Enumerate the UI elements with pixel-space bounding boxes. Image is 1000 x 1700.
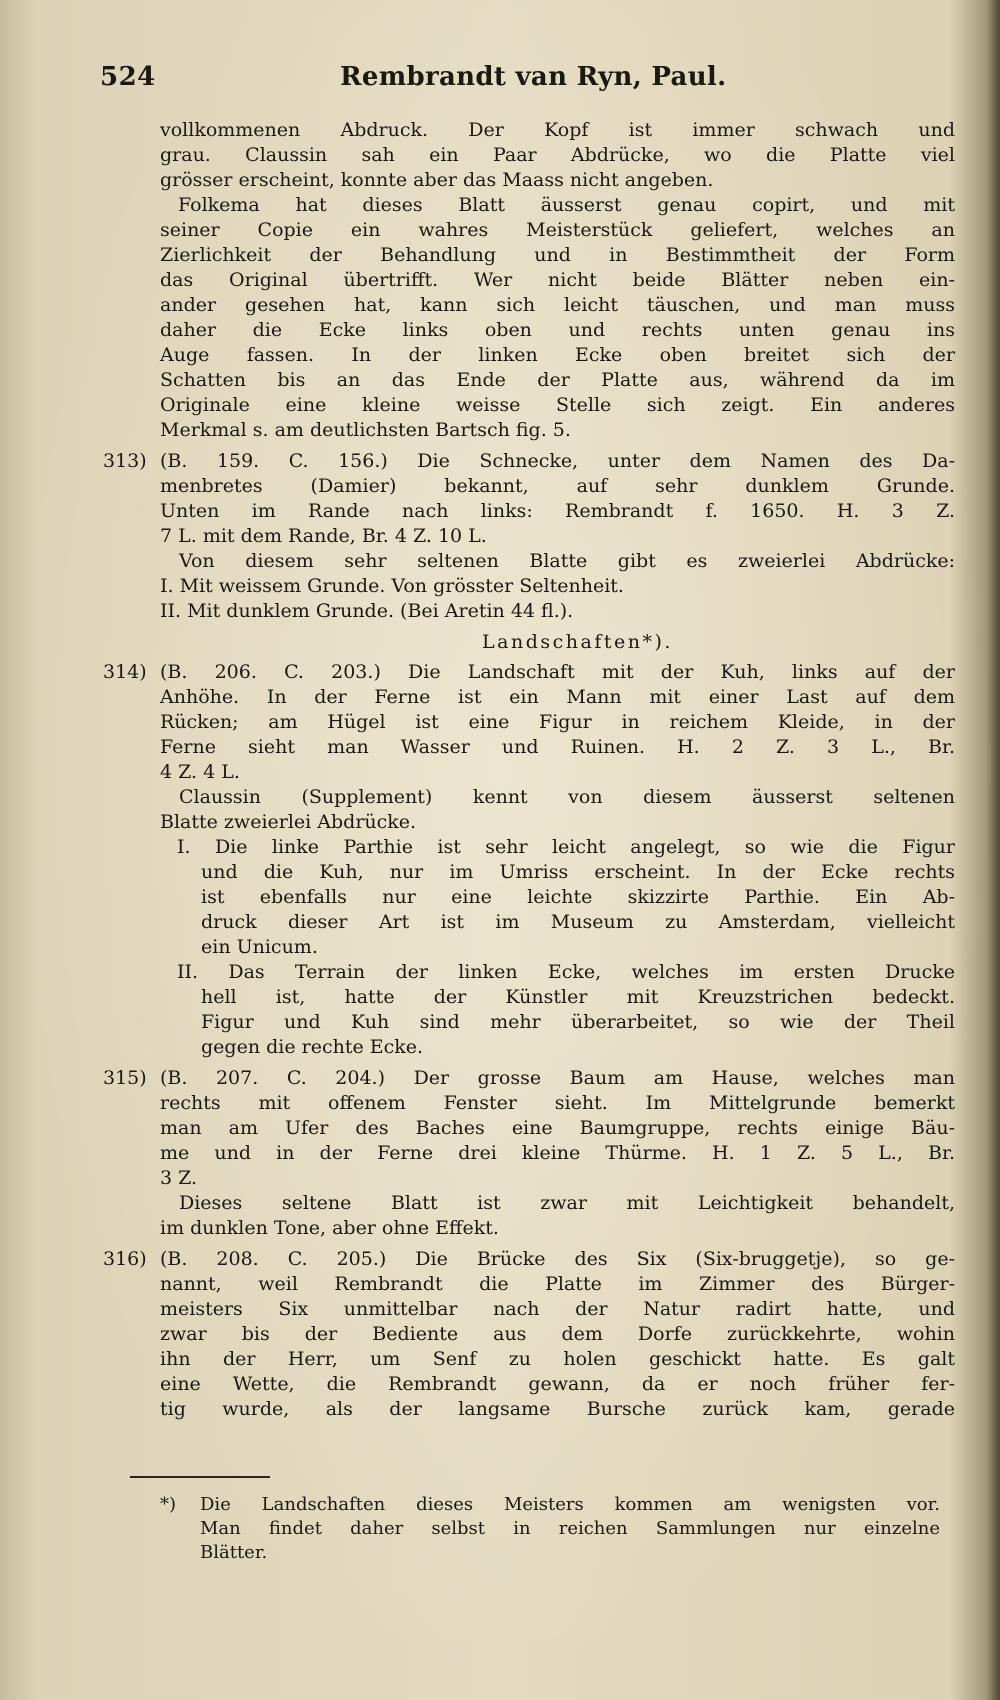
entry-line: und die Kuh, nur im Umriss erscheint. In der Ecke rechts (201, 861, 955, 883)
footnote-line: Die Landschaften dieses Meisters kommen am wenigsten vor. (200, 1494, 940, 1515)
entry-line: ist ebenfalls nur eine leichte skizzirte Parthie. Ein Ab- (201, 886, 955, 908)
entry-line: Unten im Rande nach links: Rembrandt f. 1650. H. 3 Z. (160, 500, 955, 522)
entry-line: nannt, weil Rembrandt die Platte im Zimmer des Bürger- (160, 1273, 955, 1295)
footnote-line: Blätter. (200, 1542, 268, 1563)
entry-line: Dieses seltene Blatt ist zwar mit Leichtigkeit behandelt, (179, 1192, 955, 1214)
entry-number: 316) (103, 1248, 147, 1270)
text-line: Folkema hat dieses Blatt äusserst genau copirt, und mit (178, 194, 955, 216)
entry-line: Von diesem sehr seltenen Blatte gibt es zweierlei Abdrücke: (179, 550, 955, 572)
entry-line: 7 L. mit dem Rande, Br. 4 Z. 10 L. (160, 525, 487, 547)
text-line: Schatten bis an das Ende der Platte aus, während da im (160, 369, 955, 391)
entry-line: Blatte zweierlei Abdrücke. (160, 811, 417, 833)
entry-line: menbretes (Damier) bekannt, auf sehr dunklem Grunde. (160, 475, 955, 497)
text-line: Zierlichkeit der Behandlung und in Bestimmtheit der Form (160, 244, 955, 266)
entry-line: man am Ufer des Baches eine Baumgruppe, rechts einige Bäu- (160, 1117, 955, 1139)
text-line: Merkmal s. am deutlichsten Bartsch fig. 5. (160, 419, 571, 441)
entry-line: (B. 207. C. 204.) Der grosse Baum am Hause, welches man (160, 1067, 955, 1089)
text-line: daher die Ecke links oben und rechts unten genau ins (160, 319, 955, 341)
text-line: grösser erscheint, konnte aber das Maass nicht angeben. (160, 169, 714, 191)
entry-line: II. Das Terrain der linken Ecke, welches im ersten Drucke (177, 961, 955, 983)
text-line: vollkommenen Abdruck. Der Kopf ist immer schwach und (160, 119, 955, 141)
entry-line: me und in der Ferne drei kleine Thürme. H. 1 Z. 5 L., Br. (160, 1142, 955, 1164)
entry-line: meisters Six unmittelbar nach der Natur radirt hatte, und (160, 1298, 955, 1320)
text-line: seiner Copie ein wahres Meisterstück geliefert, welches an (160, 219, 955, 241)
footnote (160, 1493, 940, 1565)
catalogue-entry-314 (103, 660, 955, 1060)
text-line: ander gesehen hat, kann sich leicht täuschen, und man muss (160, 294, 955, 316)
text-line: Originale eine kleine weisse Stelle sich zeigt. Ein anderes (160, 394, 955, 416)
catalogue-entry-315 (103, 1066, 955, 1241)
entry-line: Anhöhe. In der Ferne ist ein Mann mit einer Last auf dem (160, 686, 955, 708)
main-text (103, 118, 955, 1422)
entry-line: (B. 206. C. 203.) Die Landschaft mit der Kuh, links auf der (160, 661, 955, 683)
footnote-marker: *) (160, 1494, 177, 1515)
entry-line: (B. 159. C. 156.) Die Schnecke, unter dem Namen des Da- (160, 450, 955, 472)
text-line: grau. Claussin sah ein Paar Abdrücke, wo die Platte viel (160, 144, 955, 166)
section-heading: Landschaften*). (482, 631, 673, 653)
text-line: Auge fassen. In der linken Ecke oben breitet sich der (160, 344, 955, 366)
entry-line: hell ist, hatte der Künstler mit Kreuzstrichen bedeckt. (201, 986, 955, 1008)
entry-line: rechts mit offenem Fenster sieht. Im Mittelgrunde bemerkt (160, 1092, 955, 1114)
entry-line: Rücken; am Hügel ist eine Figur in reichem Kleide, in der (160, 711, 955, 733)
entry-line: 3 Z. (160, 1167, 198, 1189)
entry-number: 315) (103, 1067, 147, 1089)
entry-number: 314) (103, 661, 147, 683)
entry-line: I. Die linke Parthie ist sehr leicht angelegt, so wie die Figur (177, 836, 955, 858)
page-number: 524 (100, 62, 156, 92)
entry-line: II. Mit dunklem Grunde. (Bei Aretin 44 fl.). (160, 600, 574, 622)
entry-line: zwar bis der Bediente aus dem Dorfe zurückkehrte, wohin (160, 1323, 955, 1345)
footnote-rule (130, 1476, 270, 1478)
entry-line: Claussin (Supplement) kennt von diesem äusserst seltenen (179, 786, 955, 808)
footnote-line: Man findet daher selbst in reichen Sammlungen nur einzelne (200, 1518, 940, 1539)
running-title: Rembrandt van Ryn, Paul. (340, 62, 727, 92)
text-line: das Original übertrifft. Wer nicht beide Blätter neben ein- (160, 269, 955, 291)
entry-line: I. Mit weissem Grunde. Von grösster Seltenheit. (160, 575, 624, 597)
entry-line: (B. 208. C. 205.) Die Brücke des Six (Six-bruggetje), so ge- (160, 1248, 955, 1270)
entry-line: tig wurde, als der langsame Bursche zurück kam, gerade (160, 1398, 955, 1420)
entry-line: druck dieser Art ist im Museum zu Amsterdam, vielleicht (201, 911, 955, 933)
entry-line: ihn der Herr, um Senf zu holen geschickt hatte. Es galt (160, 1348, 955, 1370)
entry-line: Ferne sieht man Wasser und Ruinen. H. 2 Z. 3 L., Br. (160, 736, 955, 758)
entry-line: ein Unicum. (201, 936, 318, 958)
entry-line: eine Wette, die Rembrandt gewann, da er noch früher fer- (160, 1373, 955, 1395)
catalogue-entry-316 (103, 1247, 955, 1422)
entry-line: Figur und Kuh sind mehr überarbeitet, so wie der Theil (201, 1011, 955, 1033)
entry-line: 4 Z. 4 L. (160, 761, 240, 783)
entry-line: im dunklen Tone, aber ohne Effekt. (160, 1217, 499, 1239)
catalogue-entry-313 (103, 449, 955, 624)
page-edge-shadow (986, 0, 1000, 1700)
entry-number: 313) (103, 450, 147, 472)
entry-line: gegen die rechte Ecke. (201, 1036, 424, 1058)
running-header (100, 62, 920, 102)
